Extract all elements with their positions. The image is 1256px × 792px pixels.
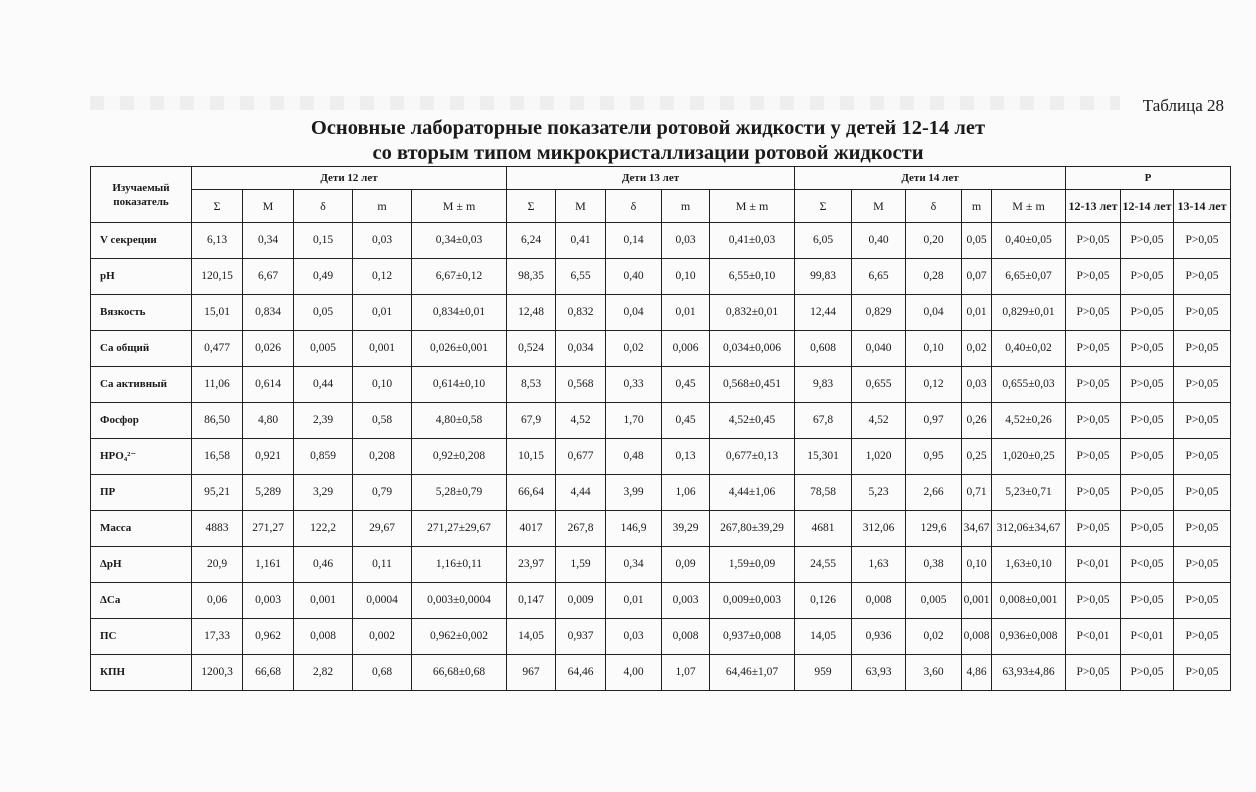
table-cell: 3,29 <box>294 475 353 511</box>
table-cell: 66,68±0,68 <box>412 655 507 691</box>
stat-header: δ <box>606 190 662 223</box>
table-cell: 0,126 <box>795 583 852 619</box>
table-cell: 0,71 <box>962 475 992 511</box>
group-header-p: P <box>1066 167 1231 190</box>
title-line-2: со вторым типом микрокристаллизации ротовой жидкости <box>372 142 924 164</box>
table-cell: 1,59 <box>556 547 606 583</box>
p-value-cell: Р<0,05 <box>1121 547 1174 583</box>
table-cell: 67,8 <box>795 403 852 439</box>
table-cell: 0,03 <box>606 619 662 655</box>
table-cell: 0,44 <box>294 367 353 403</box>
table-cell: 1,06 <box>662 475 710 511</box>
p-col-header: 13-14 лет <box>1174 190 1231 223</box>
table-cell: 0,832±0,01 <box>710 295 795 331</box>
table-cell: 0,41 <box>556 223 606 259</box>
table-cell: 5,28±0,79 <box>412 475 507 511</box>
p-value-cell: Р>0,05 <box>1066 511 1121 547</box>
p-value-cell: Р>0,05 <box>1066 367 1121 403</box>
table-cell: 271,27 <box>243 511 294 547</box>
table-cell: 0,40 <box>606 259 662 295</box>
table-cell: 0,003 <box>662 583 710 619</box>
table-cell: 0,20 <box>906 223 962 259</box>
table-row <box>91 475 1231 511</box>
table-cell: 0,13 <box>662 439 710 475</box>
table-cell: 24,55 <box>795 547 852 583</box>
table-row <box>91 511 1231 547</box>
table-cell: 2,39 <box>294 403 353 439</box>
table-cell: 0,477 <box>192 331 243 367</box>
row-label: ΔCa <box>91 583 192 619</box>
table-cell: 6,67 <box>243 259 294 295</box>
table-cell: 0,45 <box>662 367 710 403</box>
table-cell: 1,70 <box>606 403 662 439</box>
table-cell: 4,80±0,58 <box>412 403 507 439</box>
table-cell: 0,009 <box>556 583 606 619</box>
table-cell: 0,034 <box>556 331 606 367</box>
table-cell: 4,52±0,45 <box>710 403 795 439</box>
p-value-cell: Р>0,05 <box>1066 403 1121 439</box>
table-cell: 0,95 <box>906 439 962 475</box>
p-value-cell: Р>0,05 <box>1066 223 1121 259</box>
table-cell: 0,834 <box>243 295 294 331</box>
table-cell: 0,608 <box>795 331 852 367</box>
table-cell: 4,52±0,26 <box>992 403 1066 439</box>
table-cell: 64,46±1,07 <box>710 655 795 691</box>
table-cell: 6,67±0,12 <box>412 259 507 295</box>
table-cell: 0,40 <box>852 223 906 259</box>
p-value-cell: Р>0,05 <box>1066 295 1121 331</box>
table-cell: 0,11 <box>353 547 412 583</box>
table-cell: 0,02 <box>906 619 962 655</box>
row-label: Вязкость <box>91 295 192 331</box>
row-label: V секреции <box>91 223 192 259</box>
p-value-cell: Р>0,05 <box>1174 295 1231 331</box>
p-value-cell: Р>0,05 <box>1174 403 1231 439</box>
stat-header: М ± m <box>992 190 1066 223</box>
table-cell: 1,161 <box>243 547 294 583</box>
table-cell: 17,33 <box>192 619 243 655</box>
p-value-cell: Р>0,05 <box>1121 511 1174 547</box>
table-cell: 0,10 <box>662 259 710 295</box>
table-cell: 1,07 <box>662 655 710 691</box>
table-cell: 0,026 <box>243 331 294 367</box>
table-cell: 4681 <box>795 511 852 547</box>
table-cell: 0,026±0,001 <box>412 331 507 367</box>
table-row <box>91 367 1231 403</box>
table-cell: 98,35 <box>507 259 556 295</box>
table-cell: 0,655±0,03 <box>992 367 1066 403</box>
table-cell: 0,09 <box>662 547 710 583</box>
table-cell: 0,10 <box>353 367 412 403</box>
p-value-cell: Р>0,05 <box>1066 439 1121 475</box>
table-cell: 12,44 <box>795 295 852 331</box>
table-cell: 0,14 <box>606 223 662 259</box>
table-body <box>91 223 1231 691</box>
table-cell: 0,34±0,03 <box>412 223 507 259</box>
table-cell: 6,65±0,07 <box>992 259 1066 295</box>
table-cell: 0,58 <box>353 403 412 439</box>
header-row-groups <box>91 167 1231 190</box>
table-cell: 0,006 <box>662 331 710 367</box>
table-cell: 0,46 <box>294 547 353 583</box>
p-value-cell: Р>0,05 <box>1174 655 1231 691</box>
table-cell: 6,24 <box>507 223 556 259</box>
table-cell: 10,15 <box>507 439 556 475</box>
table-cell: 4883 <box>192 511 243 547</box>
table-cell: 959 <box>795 655 852 691</box>
table-cell: 20,9 <box>192 547 243 583</box>
p-value-cell: Р>0,05 <box>1174 619 1231 655</box>
table-cell: 0,859 <box>294 439 353 475</box>
table-cell: 0,07 <box>962 259 992 295</box>
table-row <box>91 655 1231 691</box>
table-cell: 8,53 <box>507 367 556 403</box>
table-cell: 0,0004 <box>353 583 412 619</box>
table-cell: 0,33 <box>606 367 662 403</box>
table-cell: 0,937 <box>556 619 606 655</box>
table-cell: 0,962 <box>243 619 294 655</box>
table-cell: 0,03 <box>353 223 412 259</box>
table-cell: 0,38 <box>906 547 962 583</box>
table-cell: 99,83 <box>795 259 852 295</box>
table-cell: 0,49 <box>294 259 353 295</box>
p-value-cell: Р<0,01 <box>1066 547 1121 583</box>
table-cell: 6,05 <box>795 223 852 259</box>
table-cell: 0,12 <box>353 259 412 295</box>
table-cell: 0,655 <box>852 367 906 403</box>
p-value-cell: Р>0,05 <box>1174 223 1231 259</box>
table-cell: 312,06±34,67 <box>992 511 1066 547</box>
table-cell: 0,614 <box>243 367 294 403</box>
stat-header: Σ <box>192 190 243 223</box>
stat-header: m <box>353 190 412 223</box>
p-value-cell: Р>0,05 <box>1174 583 1231 619</box>
table-cell: 0,829 <box>852 295 906 331</box>
table-cell: 0,05 <box>962 223 992 259</box>
table-cell: 14,05 <box>795 619 852 655</box>
table-cell: 146,9 <box>606 511 662 547</box>
table-cell: 66,68 <box>243 655 294 691</box>
table-cell: 4,86 <box>962 655 992 691</box>
table-cell: 0,008 <box>662 619 710 655</box>
group-header-13: Дети 13 лет <box>507 167 795 190</box>
table-cell: 0,48 <box>606 439 662 475</box>
table-cell: 16,58 <box>192 439 243 475</box>
table-row <box>91 439 1231 475</box>
table-cell: 0,936 <box>852 619 906 655</box>
table-cell: 0,02 <box>606 331 662 367</box>
p-value-cell: Р>0,05 <box>1174 475 1231 511</box>
table-row <box>91 331 1231 367</box>
table-cell: 0,06 <box>192 583 243 619</box>
stat-header: Σ <box>795 190 852 223</box>
table-cell: 0,79 <box>353 475 412 511</box>
table-cell: 6,65 <box>852 259 906 295</box>
table-row <box>91 547 1231 583</box>
table-cell: 4017 <box>507 511 556 547</box>
table-cell: 312,06 <box>852 511 906 547</box>
p-value-cell: Р>0,05 <box>1174 511 1231 547</box>
table-cell: 0,001 <box>353 331 412 367</box>
table-cell: 0,003 <box>243 583 294 619</box>
table-cell: 1,59±0,09 <box>710 547 795 583</box>
table-cell: 0,41±0,03 <box>710 223 795 259</box>
table-cell: 6,55±0,10 <box>710 259 795 295</box>
table-cell: 0,34 <box>243 223 294 259</box>
table-cell: 0,001 <box>294 583 353 619</box>
table-cell: 120,15 <box>192 259 243 295</box>
table-title <box>0 116 1256 166</box>
table-cell: 5,23 <box>852 475 906 511</box>
table-cell: 15,301 <box>795 439 852 475</box>
table-cell: 0,01 <box>353 295 412 331</box>
table-cell: 0,962±0,002 <box>412 619 507 655</box>
table-cell: 0,677±0,13 <box>710 439 795 475</box>
table-cell: 63,93 <box>852 655 906 691</box>
p-value-cell: Р>0,05 <box>1066 655 1121 691</box>
table-row <box>91 619 1231 655</box>
table-cell: 0,68 <box>353 655 412 691</box>
table-cell: 0,921 <box>243 439 294 475</box>
table-cell: 0,003±0,0004 <box>412 583 507 619</box>
p-value-cell: Р>0,05 <box>1174 367 1231 403</box>
p-value-cell: Р>0,05 <box>1121 403 1174 439</box>
table-cell: 0,008 <box>294 619 353 655</box>
table-cell: 78,58 <box>795 475 852 511</box>
table-cell: 267,80±39,29 <box>710 511 795 547</box>
p-value-cell: Р>0,05 <box>1174 439 1231 475</box>
p-value-cell: Р>0,05 <box>1121 655 1174 691</box>
stat-header: М <box>556 190 606 223</box>
table-cell: 271,27±29,67 <box>412 511 507 547</box>
table-cell: 0,147 <box>507 583 556 619</box>
table-cell: 0,04 <box>606 295 662 331</box>
p-value-cell: Р>0,05 <box>1066 475 1121 511</box>
p-value-cell: Р>0,05 <box>1121 439 1174 475</box>
table-number: Таблица 28 <box>1142 96 1224 115</box>
table-cell: 34,67 <box>962 511 992 547</box>
table-cell: 39,29 <box>662 511 710 547</box>
p-value-cell: Р<0,01 <box>1066 619 1121 655</box>
table-cell: 0,45 <box>662 403 710 439</box>
stat-header: М ± m <box>710 190 795 223</box>
table-cell: 0,568±0,451 <box>710 367 795 403</box>
p-value-cell: Р>0,05 <box>1121 259 1174 295</box>
group-header-14: Дети 14 лет <box>795 167 1066 190</box>
p-value-cell: Р>0,05 <box>1121 331 1174 367</box>
row-label: Са общий <box>91 331 192 367</box>
row-label: Фосфор <box>91 403 192 439</box>
p-col-header: 12-14 лет <box>1121 190 1174 223</box>
stat-header: М <box>243 190 294 223</box>
table-cell: 0,009±0,003 <box>710 583 795 619</box>
stat-header: Σ <box>507 190 556 223</box>
p-col-header: 12-13 лет <box>1066 190 1121 223</box>
table-cell: 0,568 <box>556 367 606 403</box>
group-header-12: Дети 12 лет <box>192 167 507 190</box>
table-cell: 1200,3 <box>192 655 243 691</box>
table-cell: 23,97 <box>507 547 556 583</box>
table-cell: 0,01 <box>962 295 992 331</box>
p-value-cell: Р>0,05 <box>1066 583 1121 619</box>
table-cell: 129,6 <box>906 511 962 547</box>
p-value-cell: Р>0,05 <box>1174 331 1231 367</box>
p-value-cell: Р<0,01 <box>1121 619 1174 655</box>
row-label: ПР <box>91 475 192 511</box>
table-cell: 0,208 <box>353 439 412 475</box>
table-cell: 95,21 <box>192 475 243 511</box>
table-cell: 0,008 <box>962 619 992 655</box>
table-cell: 4,80 <box>243 403 294 439</box>
p-value-cell: Р>0,05 <box>1066 259 1121 295</box>
table-cell: 0,10 <box>906 331 962 367</box>
table-cell: 5,289 <box>243 475 294 511</box>
table-row <box>91 259 1231 295</box>
table-cell: 0,034±0,006 <box>710 331 795 367</box>
table-cell: 1,020±0,25 <box>992 439 1066 475</box>
table-cell: 0,34 <box>606 547 662 583</box>
table-row <box>91 583 1231 619</box>
table-cell: 9,83 <box>795 367 852 403</box>
table-cell: 0,15 <box>294 223 353 259</box>
p-value-cell: Р>0,05 <box>1121 295 1174 331</box>
p-value-cell: Р>0,05 <box>1121 223 1174 259</box>
scan-artifact-strip <box>90 96 1120 110</box>
row-label: Масса <box>91 511 192 547</box>
row-label: ПС <box>91 619 192 655</box>
table-row <box>91 403 1231 439</box>
table-cell: 0,40±0,02 <box>992 331 1066 367</box>
table-cell: 0,10 <box>962 547 992 583</box>
table-row <box>91 223 1231 259</box>
table-cell: 0,03 <box>662 223 710 259</box>
table-cell: 86,50 <box>192 403 243 439</box>
table-cell: 4,44±1,06 <box>710 475 795 511</box>
table-cell: 0,614±0,10 <box>412 367 507 403</box>
table-cell: 0,26 <box>962 403 992 439</box>
table-cell: 29,67 <box>353 511 412 547</box>
stat-header: m <box>962 190 992 223</box>
data-table <box>90 166 1231 691</box>
table-cell: 0,001 <box>962 583 992 619</box>
p-value-cell: Р>0,05 <box>1066 331 1121 367</box>
table-cell: 0,008±0,001 <box>992 583 1066 619</box>
table-cell: 0,005 <box>294 331 353 367</box>
table-cell: 1,020 <box>852 439 906 475</box>
table-cell: 0,02 <box>962 331 992 367</box>
table-cell: 1,63 <box>852 547 906 583</box>
table-cell: 15,01 <box>192 295 243 331</box>
table-cell: 0,03 <box>962 367 992 403</box>
table-cell: 67,9 <box>507 403 556 439</box>
table-cell: 63,93±4,86 <box>992 655 1066 691</box>
table-cell: 2,82 <box>294 655 353 691</box>
table-cell: 0,937±0,008 <box>710 619 795 655</box>
table-cell: 14,05 <box>507 619 556 655</box>
table-cell: 0,834±0,01 <box>412 295 507 331</box>
p-value-cell: Р>0,05 <box>1174 259 1231 295</box>
table-cell: 267,8 <box>556 511 606 547</box>
table-cell: 0,04 <box>906 295 962 331</box>
table-cell: 3,60 <box>906 655 962 691</box>
table-cell: 0,01 <box>606 583 662 619</box>
header-row-stats <box>91 190 1231 223</box>
table-cell: 0,524 <box>507 331 556 367</box>
table-cell: 12,48 <box>507 295 556 331</box>
table-cell: 0,28 <box>906 259 962 295</box>
table-cell: 0,12 <box>906 367 962 403</box>
p-value-cell: Р>0,05 <box>1121 367 1174 403</box>
table-cell: 64,46 <box>556 655 606 691</box>
table-cell: 0,97 <box>906 403 962 439</box>
table-cell: 0,40±0,05 <box>992 223 1066 259</box>
row-label: КПН <box>91 655 192 691</box>
table-cell: 0,01 <box>662 295 710 331</box>
stat-header: М ± m <box>412 190 507 223</box>
table-cell: 0,005 <box>906 583 962 619</box>
row-label-header: Изучаемый показатель <box>91 167 192 223</box>
table-cell: 4,52 <box>852 403 906 439</box>
table-cell: 0,040 <box>852 331 906 367</box>
row-label: Са активный <box>91 367 192 403</box>
table-cell: 0,677 <box>556 439 606 475</box>
table-cell: 0,936±0,008 <box>992 619 1066 655</box>
table-cell: 3,99 <box>606 475 662 511</box>
table-cell: 0,25 <box>962 439 992 475</box>
table-cell: 2,66 <box>906 475 962 511</box>
table-cell: 6,55 <box>556 259 606 295</box>
table-cell: 1,16±0,11 <box>412 547 507 583</box>
table-cell: 0,829±0,01 <box>992 295 1066 331</box>
stat-header: δ <box>294 190 353 223</box>
table-cell: 0,008 <box>852 583 906 619</box>
table-cell: 1,63±0,10 <box>992 547 1066 583</box>
row-label: pH <box>91 259 192 295</box>
row-label: HPO₄²⁻ <box>91 439 192 475</box>
table-cell: 0,002 <box>353 619 412 655</box>
stat-header: δ <box>906 190 962 223</box>
row-label: ΔpH <box>91 547 192 583</box>
table-cell: 5,23±0,71 <box>992 475 1066 511</box>
stat-header: М <box>852 190 906 223</box>
table-row <box>91 295 1231 331</box>
table-cell: 122,2 <box>294 511 353 547</box>
p-value-cell: Р>0,05 <box>1174 547 1231 583</box>
table-cell: 4,44 <box>556 475 606 511</box>
p-value-cell: Р>0,05 <box>1121 475 1174 511</box>
table-cell: 6,13 <box>192 223 243 259</box>
table-cell: 967 <box>507 655 556 691</box>
stat-header: m <box>662 190 710 223</box>
table-cell: 66,64 <box>507 475 556 511</box>
table-cell: 4,00 <box>606 655 662 691</box>
table-cell: 0,92±0,208 <box>412 439 507 475</box>
table-cell: 4,52 <box>556 403 606 439</box>
table-cell: 0,832 <box>556 295 606 331</box>
p-value-cell: Р>0,05 <box>1121 583 1174 619</box>
title-line-1: Основные лабораторные показатели ротовой жидкости у детей 12-14 лет <box>310 117 986 139</box>
table-cell: 11,06 <box>192 367 243 403</box>
table-cell: 0,05 <box>294 295 353 331</box>
